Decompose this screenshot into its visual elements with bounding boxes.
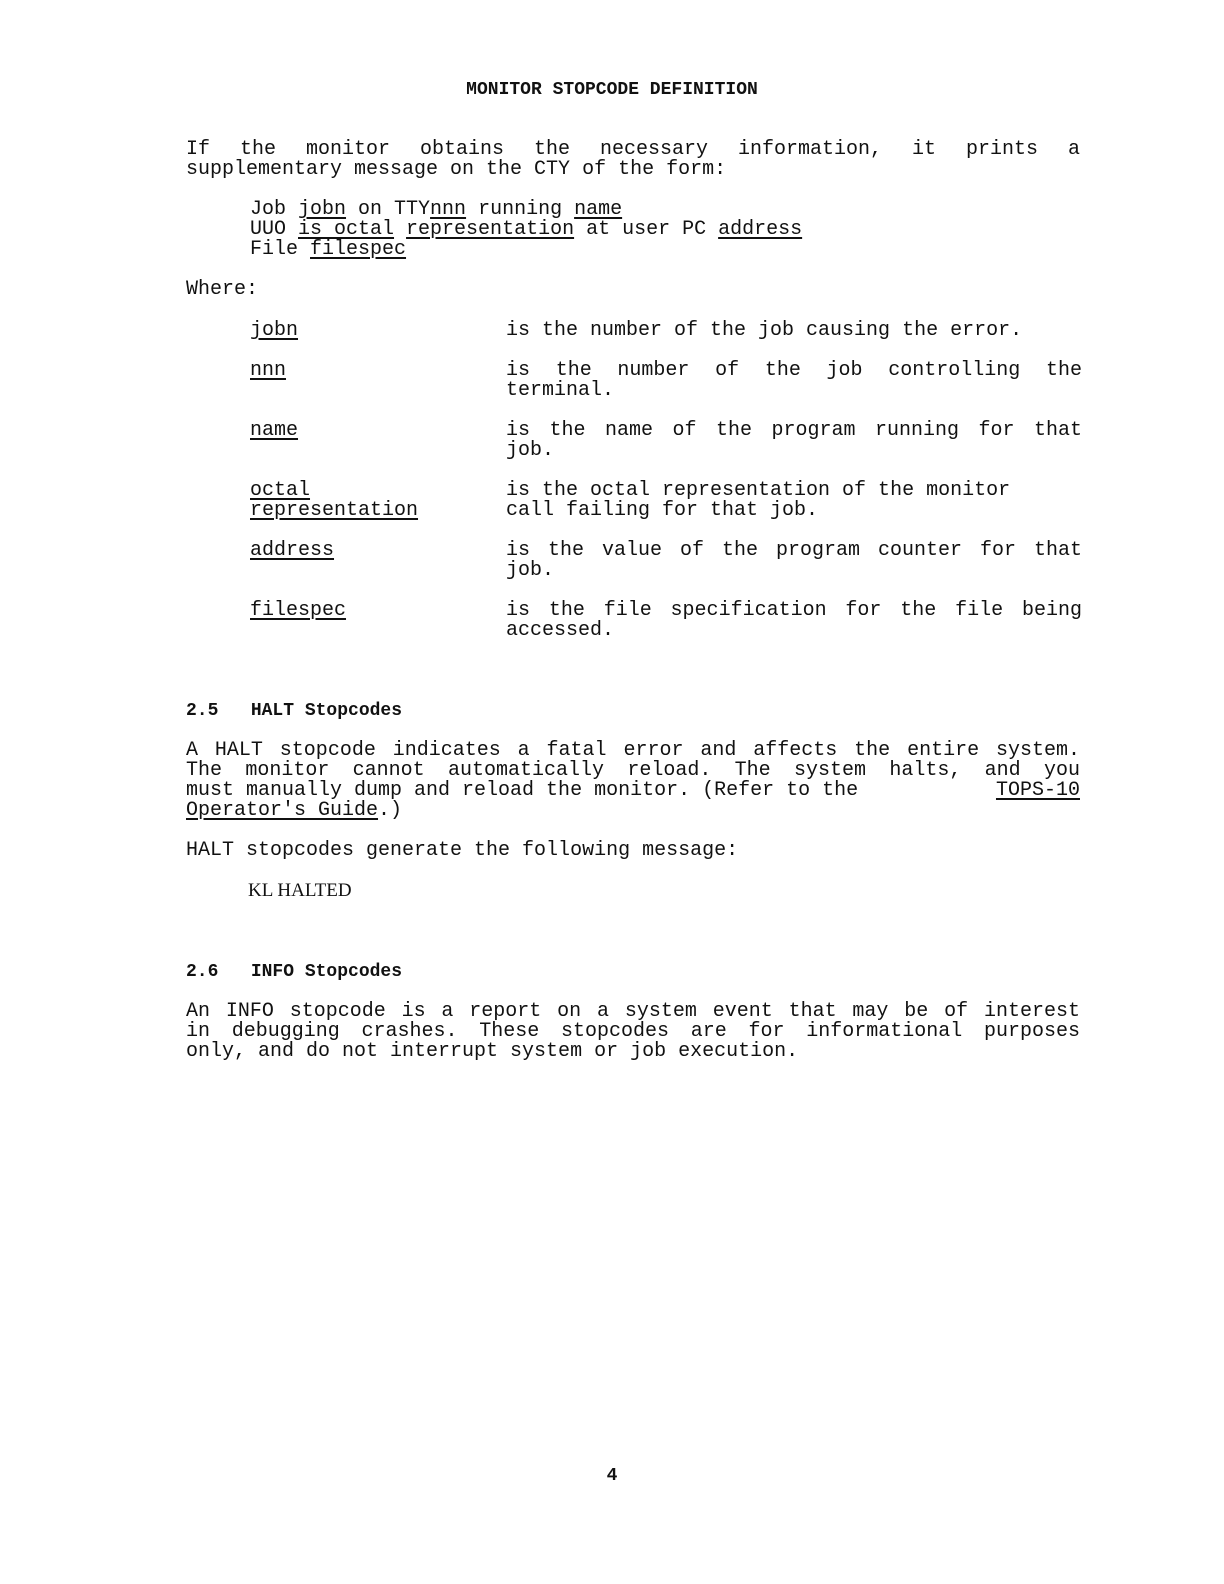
halt-para-line-1: A HALT stopcode indicates a fatal error and affects the entire system. — [186, 739, 1080, 762]
desc-filespec: is the file specification for the file being accessed. — [506, 599, 1082, 642]
term-nnn: nnn — [250, 359, 287, 382]
desc-address: is the value of the program counter for that job. — [506, 539, 1082, 582]
term-filespec: filespec — [250, 599, 347, 622]
desc-octal-representation: is the octal representation of the monitor call failing for that job. — [506, 479, 1011, 522]
term-name: name — [250, 419, 299, 442]
message-line-1: Job jobn on TTYnnn running name — [250, 198, 623, 221]
halt-para-line-3: must manually dump and reload the monitor. (Refer to the TOPS-10 — [186, 779, 1080, 802]
where-label: Where: — [186, 278, 259, 301]
tops10-reference: TOPS-10 — [995, 779, 1080, 802]
info-heading: 2.6 INFO Stopcodes — [186, 962, 403, 982]
term-address: address — [250, 539, 335, 562]
desc-jobn: is the number of the job causing the error. — [506, 319, 1023, 342]
halt-heading: 2.5 HALT Stopcodes — [186, 701, 403, 721]
info-para-line-1: An INFO stopcode is a report on a system event that may be of interest — [186, 1000, 1080, 1023]
desc-nnn: is the number of the job controlling the terminal. — [506, 359, 1082, 402]
info-para-line-2: in debugging crashes. These stopcodes are for informational purposes — [186, 1020, 1080, 1043]
term-jobn: jobn — [250, 319, 299, 342]
term-octal: octal — [250, 479, 311, 502]
message-line-3: File filespec — [250, 238, 407, 261]
halt-message: KL HALTED — [248, 880, 352, 901]
operators-guide-reference: Operator's Guide — [186, 799, 379, 822]
page-title: MONITOR STOPCODE DEFINITION — [466, 80, 758, 100]
halt-message-intro: HALT stopcodes generate the following message: — [186, 839, 739, 862]
desc-name: is the name of the program running for that job. — [506, 419, 1082, 462]
intro-line-1: If the monitor obtains the necessary information, it prints a — [186, 138, 1080, 161]
halt-para-line-2: The monitor cannot automatically reload. The system halts, and you — [186, 759, 1080, 782]
page-number: 4 — [606, 1466, 618, 1486]
halt-para-line-4: Operator's Guide.) — [186, 799, 403, 822]
intro-line-2: supplementary message on the CTY of the form: — [186, 158, 727, 181]
message-line-2: UUO is octal representation at user PC address — [250, 218, 803, 241]
info-para-line-3: only, and do not interrupt system or job execution. — [186, 1040, 799, 1063]
term-representation: representation — [250, 499, 419, 522]
